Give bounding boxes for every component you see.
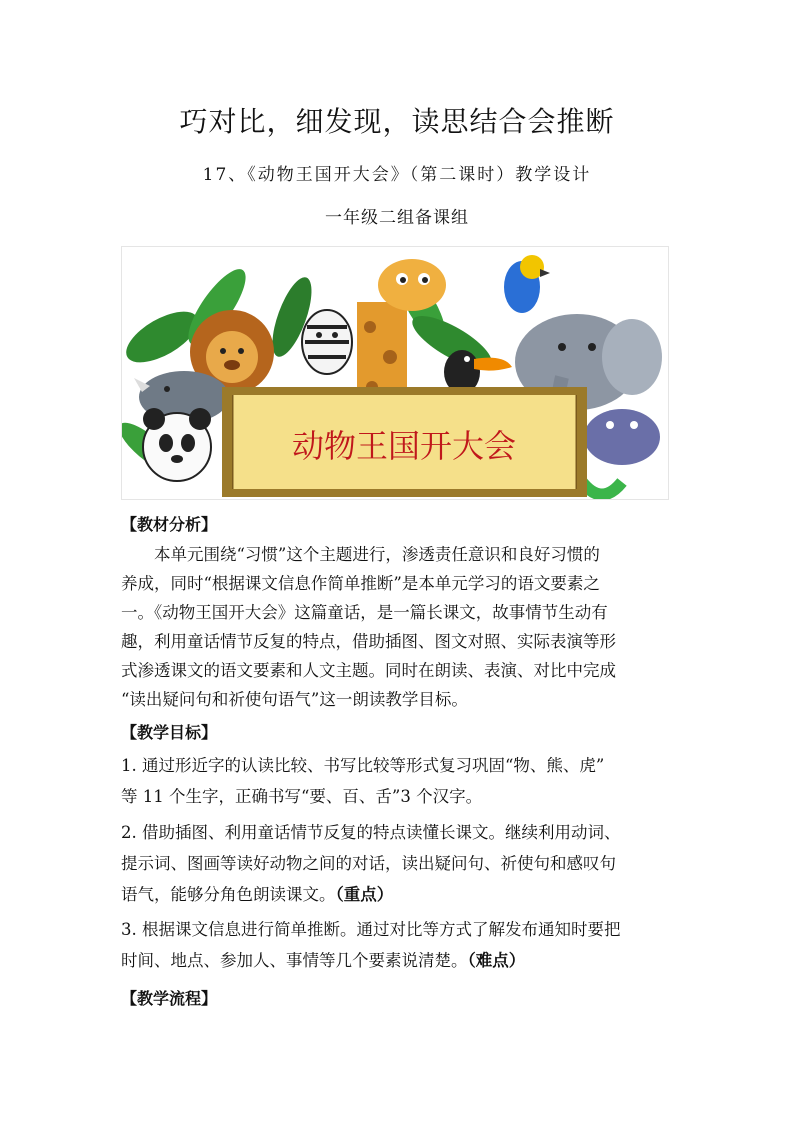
banner-sign-text: 动物王国开大会 [291,427,517,465]
hippo-figure [584,409,660,465]
key-point-mark: （重点） [335,885,394,904]
difficult-point-mark: （难点） [467,951,526,970]
section-heading-process: 【教学流程】 [121,989,218,1008]
bamboo-sign [222,387,587,497]
analysis-line: “读出疑问句和祈使句语气”这一朗读教学目标。 [121,690,468,709]
section-heading-goals: 【教学目标】 [121,723,218,742]
goal-line: 等 11 个生字，正确书写“要、百、舌”3 个汉字。 [121,787,483,806]
goal-item-1 [121,750,681,812]
goal-line: 3. 根据课文信息进行简单推断。通过对比等方式了解发布通知时要把 [121,920,621,939]
analysis-line: 本单元围绕“习惯”这个主题进行，渗透责任意识和良好习惯的 [154,545,600,564]
goal-line [121,879,681,910]
banner-illustration [121,246,669,500]
analysis-line: 养成，同时“根据课文信息作简单推断”是本单元学习的语文要素之 [121,574,600,593]
analysis-line: 式渗透课文的语文要素和人文主题。同时在朗读、表演、对比中完成 [121,661,616,680]
parrot-figure [504,255,550,313]
analysis-line: 趣，利用童话情节反复的特点，借助插图、图文对照、实际表演等形 [121,632,616,651]
goal-item-2 [121,817,681,910]
goal-line: 1. 通过形近字的认读比较、书写比较等形式复习巩固“物、熊、虎” [121,756,605,775]
prep-group: 一年级二组备课组 [325,208,469,228]
panda-figure [143,408,211,481]
document-subtitle: 17、《动物王国开大会》（第二课时）教学设计 [202,165,592,185]
goal-line-text: 时间、地点、参加人、事情等几个要素说清楚。 [121,951,468,970]
analysis-paragraph [121,540,681,714]
goal-line: 提示词、图画等读好动物之间的对话，读出疑问句、祈使句和感叹句 [121,854,616,873]
goal-line-text: 语气，能够分角色朗读课文。 [121,885,336,904]
goal-line [121,945,681,976]
zebra-figure [302,310,352,374]
analysis-line: 一。《动物王国开大会》这篇童话，是一篇长课文，故事情节生动有 [121,603,608,622]
document-title: 巧对比，细发现，读思结合会推断 [179,105,615,138]
goal-line: 2. 借助插图、利用童话情节反复的特点读懂长课文。继续利用动词、 [121,823,621,842]
goal-item-3 [121,914,681,976]
animal-banner-art [122,247,668,499]
section-heading-analysis: 【教材分析】 [121,515,218,534]
